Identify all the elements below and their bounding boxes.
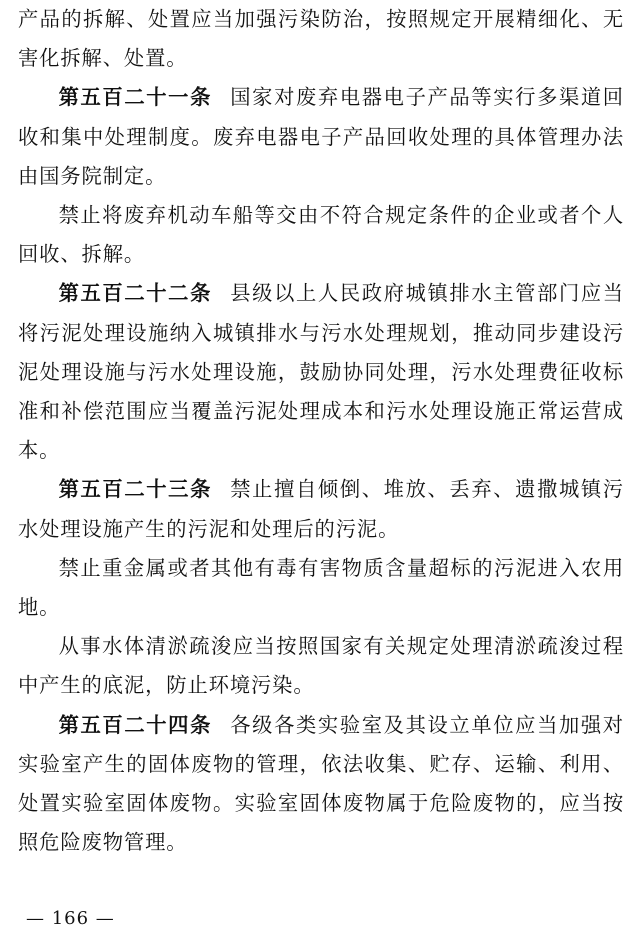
- article-524-text: 各级各类实验室及其设立单位应当加强对实验室产生的固体废物的管理，依法收集、贮存、运输、利用、处置实验室固体废物。实验室固体废物属于危险废物的，应当按照危险废物管理。: [18, 712, 624, 855]
- article-523-text: 禁止擅自倾倒、堆放、丢弃、遗撒城镇污水处理设施产生的污泥和处理后的污泥。: [18, 477, 624, 541]
- page-number-footer: — 166 —: [26, 908, 115, 929]
- document-page: [18, 0, 624, 862]
- article-number-523: 第五百二十三条: [58, 477, 212, 502]
- paragraph-article-524: [18, 706, 624, 863]
- paragraph-article-522: [18, 274, 624, 470]
- paragraph-3-text: 禁止将废弃机动车船等交由不符合规定条件的企业或者个人回收、拆解。: [18, 203, 624, 267]
- paragraph-7-text: 从事水体清淤疏浚应当按照国家有关规定处理清淤疏浚过程中产生的底泥，防止环境污染。: [18, 634, 624, 698]
- article-number-522: 第五百二十二条: [58, 281, 212, 306]
- paragraph-article-523: [18, 470, 624, 548]
- paragraph-article-521: [18, 78, 624, 196]
- article-522-text: 县级以上人民政府城镇排水主管部门应当将污泥处理设施纳入城镇排水与污水处理规划，推动同步建设污泥处理设施与污水处理设施，鼓励协同处理，污水处理费征收标准和补偿范围应当覆盖污泥处理成本和污水处理设施正常运营成本。: [18, 281, 624, 463]
- paragraph-3: [18, 196, 624, 274]
- article-521-text: 国家对废弃电器电子产品等实行多渠道回收和集中处理制度。废弃电器电子产品回收处理的具体管理办法由国务院制定。: [18, 85, 624, 188]
- article-number-521: 第五百二十一条: [58, 85, 212, 110]
- article-number-524: 第五百二十四条: [58, 712, 212, 737]
- paragraph-7: [18, 627, 624, 705]
- paragraph-6: [18, 549, 624, 627]
- paragraph-6-text: 禁止重金属或者其他有毒有害物质含量超标的污泥进入农用地。: [18, 555, 624, 620]
- paragraph-1-text: 产品的拆解、处置应当加强污染防治，按照规定开展精细化、无害化拆解、处置。: [18, 7, 624, 71]
- paragraph-1: [18, 0, 624, 78]
